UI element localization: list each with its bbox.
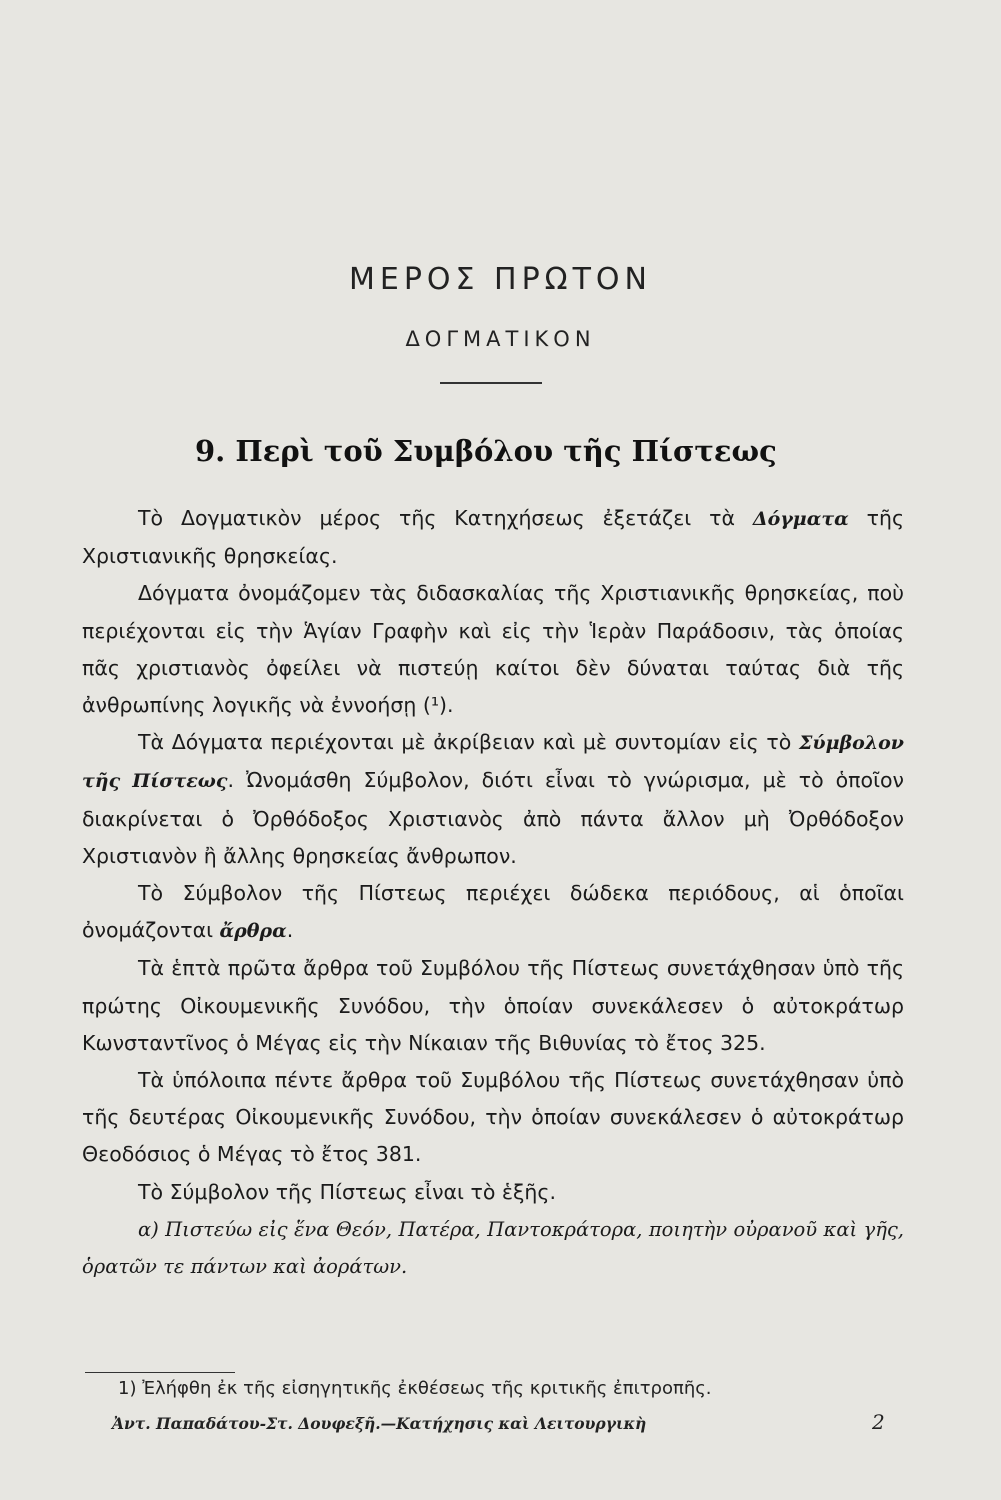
page-number: 2	[872, 1410, 885, 1434]
paragraph-7: Τὸ Σύμβολον τῆς Πίστεως εἶναι τὸ ἑξῆς.	[138, 1179, 556, 1204]
book-signature-line: Ἀντ. Παπαδάτου-Στ. Δουφεξῆ.—Κατήχησις καὶ Λειτουργικὴ	[112, 1414, 647, 1433]
paragraph-5: Τὰ ἑπτὰ πρῶτα ἄρθρα τοῦ Συμβόλου τῆς Πίστεως συνετάχθησαν ὑπὸ τῆς πρώτης Οἰκουμενικῆς Συνόδου, τὴν ὁποίαν συνεκάλεσεν ὁ αὐτοκράτωρ Κωνσταντῖνος ὁ Μέγας εἰς τὴν Νίκαιαν τῆς Βιθυνίας τὸ ἔτος 325.	[82, 956, 904, 1055]
paragraph-3-text-c: . Ὠνομάσθη Σύμβολον, διότι εἶναι τὸ γνώρισμα, μὲ τὸ ὁποῖον διακρίνεται ὁ Ὀρθόδοξος Χριστιανὸς ἀπὸ πάντα ἄλλον μὴ Ὀρθόδοξον Χριστιανὸν ἢ ἄλλης θρησκείας ἄνθρωπον.	[82, 768, 904, 868]
paragraph-3-emphasis: Σύμβολον τῆς Πίστεως	[82, 732, 904, 793]
part-title: ΜΕΡΟΣ ΠΡΩΤΟΝ	[349, 262, 652, 297]
creed-article-1: α) Πιστεύω εἰς ἕνα Θεόν, Πατέρα, Παντοκράτορα, ποιητὴν οὐρανοῦ καὶ γῆς, ὁρατῶν τε πάντων καὶ ἀοράτων.	[82, 1217, 904, 1279]
paragraph-1	[82, 500, 904, 575]
paragraph-3	[82, 724, 904, 875]
footnote: 1) Ἐλήφθη ἐκ τῆς εἰσηγητικῆς ἐκθέσεως τῆς κριτικῆς ἐπιτροπῆς.	[118, 1378, 712, 1399]
paragraph-4	[82, 875, 904, 950]
paragraph-4-text-c: .	[286, 918, 294, 943]
paragraph-1-text-a: Τὸ Δογματικὸν μέρος τῆς Κατηχήσεως ἐξετάζει τὰ	[138, 506, 753, 530]
paragraph-1-emphasis: Δόγματα	[752, 508, 849, 530]
title-divider	[440, 382, 542, 384]
body-text	[82, 500, 904, 1285]
paragraph-3-text-a: Τὰ Δόγματα περιέχονται μὲ ἀκρίβειαν καὶ μὲ συντομίαν εἰς τὸ	[138, 730, 799, 755]
section-title: 9. Περὶ τοῦ Συμβόλου τῆς Πίστεως	[195, 434, 777, 468]
part-subtitle: ΔΟΓΜΑΤΙΚΟΝ	[405, 327, 596, 351]
footnote-divider	[85, 1372, 235, 1373]
paragraph-4-emphasis: ἄρθρα	[219, 920, 287, 943]
paragraph-1-text-c: τῆς Χριστιανικῆς θρησκείας.	[82, 506, 904, 569]
paragraph-4-text-a: Τὸ Σύμβολον τῆς Πίστεως περιέχει δώδεκα περιόδους, αἱ ὁποῖαι ὀνομάζονται	[82, 881, 904, 943]
paragraph-6: Τὰ ὑπόλοιπα πέντε ἄρθρα τοῦ Συμβόλου τῆς Πίστεως συνετάχθησαν ὑπὸ τῆς δευτέρας Οἰκουμενικῆς Συνόδου, τὴν ὁποίαν συνεκάλεσεν ὁ αὐτοκράτωρ Θεοδόσιος ὁ Μέγας τὸ ἔτος 381.	[82, 1068, 904, 1167]
paragraph-2: Δόγματα ὀνομάζομεν τὰς διδασκαλίας τῆς Χριστιανικῆς θρησκείας, ποὺ περιέχονται εἰς τὴν Ἁγίαν Γραφὴν καὶ εἰς τὴν Ἱερὰν Παράδοσιν, τὰς ὁποίας πᾶς χριστιανὸς ὀφείλει νὰ πιστεύῃ καίτοι δὲν δύναται ταύτας διὰ τῆς ἀνθρωπίνης λογικῆς νὰ ἐννοήσῃ (¹).	[82, 581, 904, 718]
